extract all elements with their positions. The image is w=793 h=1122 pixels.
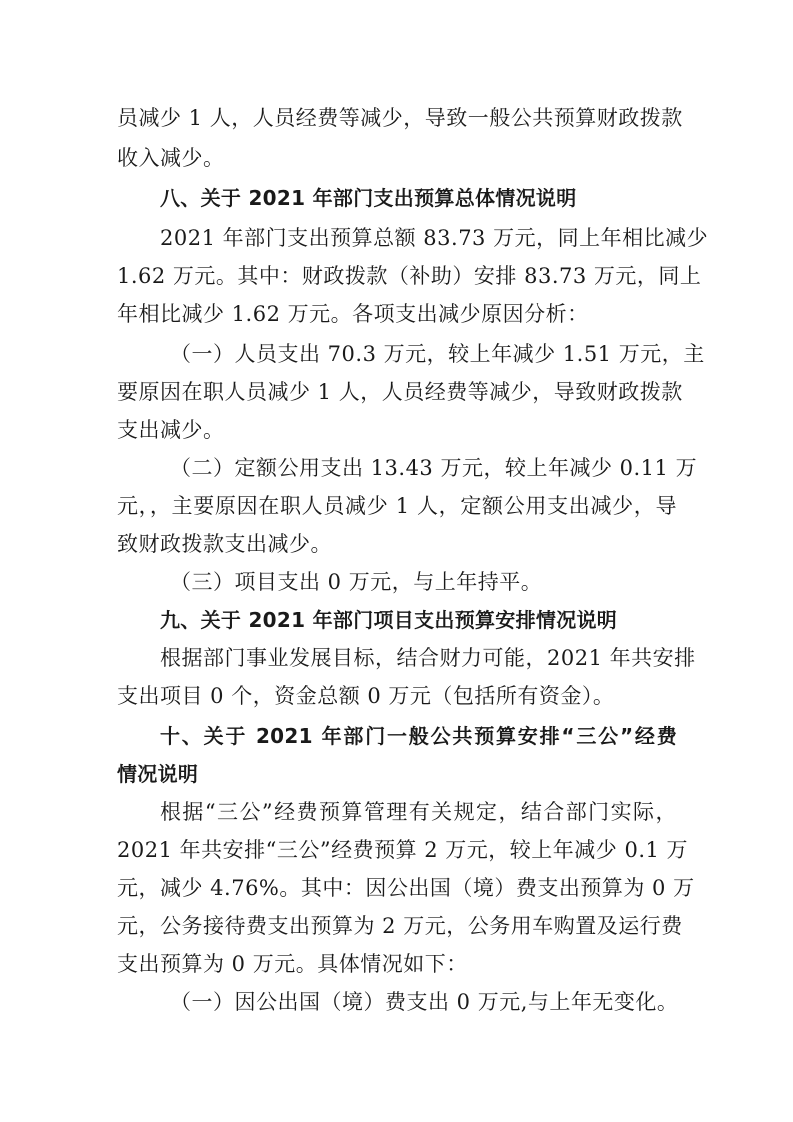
paragraph-line: 支出项目 0 个，资金总额 0 万元（包括所有资金）。 <box>117 684 615 708</box>
paragraph-line: 致财政拨款支出减少。 <box>117 532 332 556</box>
paragraph-line: 元，公务接待费支出预算为 2 万元，公务用车购置及运行费 <box>117 914 683 938</box>
paragraph-line: 2021 年共安排“三公”经费预算 2 万元，较上年减少 0.1 万 <box>117 838 689 862</box>
paragraph-line: 收入减少。 <box>117 146 225 170</box>
paragraph-line: 元，，主要原因在职人员减少 1 人，定额公用支出减少，导 <box>117 494 677 518</box>
paragraph-line: 2021 年部门支出预算总额 83.73 万元，同上年相比减少 <box>160 226 709 250</box>
section-heading-8: 八、关于 2021 年部门支出预算总体情况说明 <box>160 186 577 210</box>
paragraph-line: 支出预算为 0 万元。具体情况如下： <box>117 952 468 976</box>
paragraph-line: （一）人员支出 70.3 万元，较上年减少 1.51 万元，主 <box>170 342 705 366</box>
paragraph-line: （三）项目支出 0 万元，与上年持平。 <box>170 570 543 594</box>
paragraph-line: 年相比减少 1.62 万元。各项支出减少原因分析： <box>117 302 589 326</box>
paragraph-line: 支出减少。 <box>117 418 225 442</box>
paragraph-line: （二）定额公用支出 13.43 万元，较上年减少 0.11 万 <box>170 456 698 480</box>
section-heading-9: 九、关于 2021 年部门项目支出预算安排情况说明 <box>160 608 618 632</box>
paragraph-line: （一）因公出国（境）费支出 0 万元,与上年无变化。 <box>170 990 679 1014</box>
paragraph-line: 员减少 1 人，人员经费等减少，导致一般公共预算财政拨款 <box>117 106 683 130</box>
section-heading-10: 十、关于 2021 年部门一般公共预算安排“三公”经费 <box>160 724 677 748</box>
paragraph-line: 1.62 万元。其中：财政拨款（补助）安排 83.73 万元，同上 <box>117 264 702 288</box>
paragraph-line: 元，减少 4.76%。其中：因公出国（境）费支出预算为 0 万 <box>117 876 695 900</box>
paragraph-line: 根据“三公”经费预算管理有关规定，结合部门实际， <box>160 800 677 824</box>
section-heading-10-cont: 情况说明 <box>117 762 199 786</box>
paragraph-line: 要原因在职人员减少 1 人，人员经费等减少，导致财政拨款 <box>117 380 683 404</box>
paragraph-line: 根据部门事业发展目标，结合财力可能，2021 年共安排 <box>160 646 696 670</box>
